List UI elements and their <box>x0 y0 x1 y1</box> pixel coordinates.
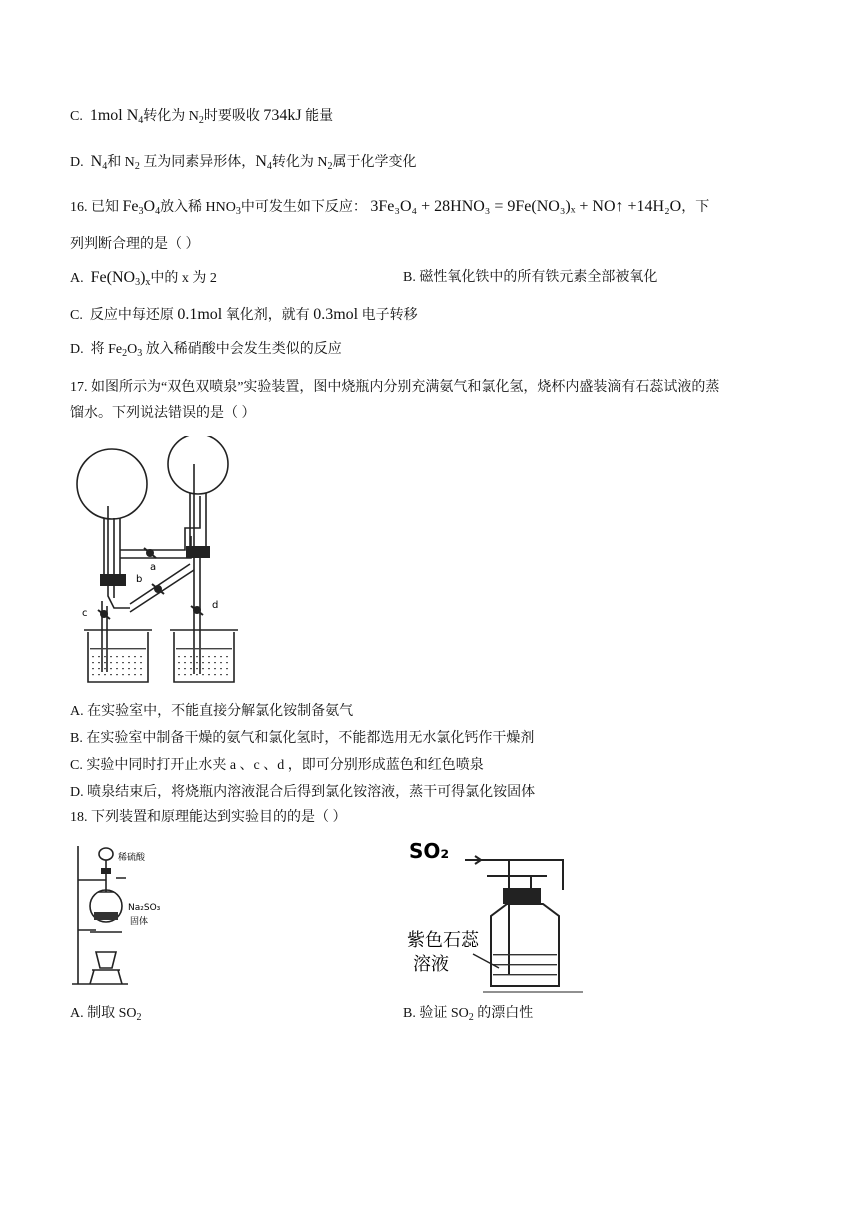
liquid-dot <box>190 662 192 663</box>
q16-option-b: B. 磁性氧化铁中的所有铁元素全部被氧化 <box>403 270 658 285</box>
liquid-dot <box>98 662 100 663</box>
liquid-dot <box>140 674 142 675</box>
liquid-dot <box>208 668 210 669</box>
liquid-dot <box>202 662 204 663</box>
liquid-dot <box>128 662 130 663</box>
liquid-dot <box>134 662 136 663</box>
liquid-dot <box>214 674 216 675</box>
sodium-sulfite-label: Na₂SO₃ <box>128 903 161 913</box>
liquid-dot <box>190 674 192 675</box>
liquid-dot <box>196 674 198 675</box>
q17-option-d: D. 喷泉结束后，将烧瓶内溶液混合后得到氯化铵溶液，蒸干可得氯化铵固体 <box>70 785 536 800</box>
q17-stem-line1: 17. 如图所示为“双色双喷泉”实验装置，图中烧瓶内分别充满氨气和氯化氢，烧杯内盛装滴有石蕊试液的蒸 <box>70 380 720 395</box>
liquid-dot <box>110 674 112 675</box>
liquid-dot <box>116 662 118 663</box>
liquid-dot <box>140 662 142 663</box>
liquid-dot <box>122 674 124 675</box>
liquid-dot <box>98 668 100 669</box>
liquid-dot <box>122 656 124 657</box>
liquid-dot <box>214 656 216 657</box>
dilute-sulfuric-acid-label: 稀硫酸 <box>118 853 146 863</box>
liquid-dot <box>116 668 118 669</box>
liquid-dot <box>202 668 204 669</box>
liquid-dot <box>208 662 210 663</box>
liquid-dot <box>122 668 124 669</box>
liquid-dot <box>226 662 228 663</box>
liquid-dot <box>104 668 106 669</box>
q17-option-b: B. 在实验室中制备干燥的氨气和氯化氢时，不能都选用无水氯化钙作干燥剂 <box>70 731 535 746</box>
liquid-dot <box>140 656 142 657</box>
liquid-dot <box>202 674 204 675</box>
liquid-dot <box>98 656 100 657</box>
so2-litmus-bottle-figure <box>403 836 593 996</box>
clamp-a-label: a <box>150 562 157 573</box>
liquid-dot <box>134 668 136 669</box>
liquid-dot <box>220 662 222 663</box>
liquid-dot <box>178 662 180 663</box>
solid-label: 固体 <box>130 917 149 927</box>
q16-stem-line1: 16. 已知 $Fe_3O_4$放入稀 $HNO_3$中可发生如下反应： 3Fe₃O₄ + 28HNO₃ = 9Fe(NO₃)ₓ + NO↑ +14H₂O，下 <box>70 198 710 217</box>
liquid-dot <box>196 656 198 657</box>
liquid-dot <box>214 668 216 669</box>
liquid-dot <box>196 662 198 663</box>
liquid-dot <box>178 656 180 657</box>
q18-stem: 18. 下列装置和原理能达到实验目的的是（ ） <box>70 810 347 825</box>
double-fountain-apparatus-figure <box>70 436 250 688</box>
q16-option-a: A. $Fe(NO_3)_x$中的 x 为 2 <box>70 269 217 288</box>
liquid-dot <box>226 656 228 657</box>
liquid-dot <box>128 674 130 675</box>
liquid-dot <box>184 656 186 657</box>
q16-stem-line2: 列判断合理的是（ ） <box>70 237 200 252</box>
liquid-dot <box>184 668 186 669</box>
liquid-dot <box>208 656 210 657</box>
q15-option-d: D. $N_4$和 $N_2$ 互为同素异形体，$N_4$转化为 $N_2$属于化学变化 <box>70 153 417 172</box>
liquid-dot <box>220 668 222 669</box>
q18-option-b: B. 验证 $SO_2$ 的漂白性 <box>403 1006 534 1023</box>
liquid-dot <box>92 656 94 657</box>
clamp-d-label: d <box>212 600 219 611</box>
clamp-c-label: c <box>82 608 88 619</box>
q16-option-c: C. 反应中每还原 0.1mol 氧化剂，就有 0.3mol 电子转移 <box>70 306 418 323</box>
liquid-dot <box>202 656 204 657</box>
liquid-dot <box>104 656 106 657</box>
liquid-dot <box>110 656 112 657</box>
liquid-dot <box>220 674 222 675</box>
liquid-dot <box>208 674 210 675</box>
liquid-dot <box>190 668 192 669</box>
liquid-dot <box>128 656 130 657</box>
q15-option-c: C. 1mol $N_4$转化为 $N_2$时要吸收 734kJ 能量 <box>70 107 334 126</box>
liquid-dot <box>116 656 118 657</box>
liquid-dot <box>196 668 198 669</box>
liquid-dot <box>178 674 180 675</box>
liquid-dot <box>128 668 130 669</box>
liquid-dot <box>98 674 100 675</box>
liquid-dot <box>220 656 222 657</box>
clamp-b-label: b <box>136 574 143 585</box>
liquid-dot <box>104 674 106 675</box>
litmus-label-line1: 紫色石蕊 <box>407 930 479 951</box>
liquid-dot <box>92 668 94 669</box>
q17-option-c: C. 实验中同时打开止水夹 a 、c 、d ，即可分别形成蓝色和红色喷泉 <box>70 758 484 773</box>
liquid-dot <box>110 668 112 669</box>
liquid-dot <box>134 656 136 657</box>
liquid-dot <box>122 662 124 663</box>
liquid-dot <box>104 662 106 663</box>
q17-option-a: A. 在实验室中，不能直接分解氯化铵制备氨气 <box>70 704 354 719</box>
liquid-dot <box>184 662 186 663</box>
q17-stem-line2: 馏水。下列说法错误的是（ ） <box>70 406 256 421</box>
q16-equation: 3Fe₃O₄ + 28HNO₃ = 9Fe(NO₃)ₓ + NO↑ +14H₂O <box>370 198 682 215</box>
liquid-dot <box>178 668 180 669</box>
q18-option-a: A. 制取 $SO_2$ <box>70 1006 142 1023</box>
liquid-dot <box>190 656 192 657</box>
liquid-dot <box>92 674 94 675</box>
liquid-dot <box>92 662 94 663</box>
q16-option-d: D. 将 $Fe_2O_3$ 放入稀硝酸中会发生类似的反应 <box>70 342 342 359</box>
liquid-dot <box>134 674 136 675</box>
liquid-dot <box>226 674 228 675</box>
liquid-dot <box>184 674 186 675</box>
liquid-dot <box>140 668 142 669</box>
liquid-dot <box>226 668 228 669</box>
so2-generation-apparatus-figure <box>68 840 188 990</box>
liquid-dot <box>214 662 216 663</box>
liquid-dot <box>110 662 112 663</box>
litmus-label-line2: 溶液 <box>413 954 449 975</box>
liquid-dot <box>116 674 118 675</box>
so2-gas-label: SO₂ <box>409 839 450 863</box>
